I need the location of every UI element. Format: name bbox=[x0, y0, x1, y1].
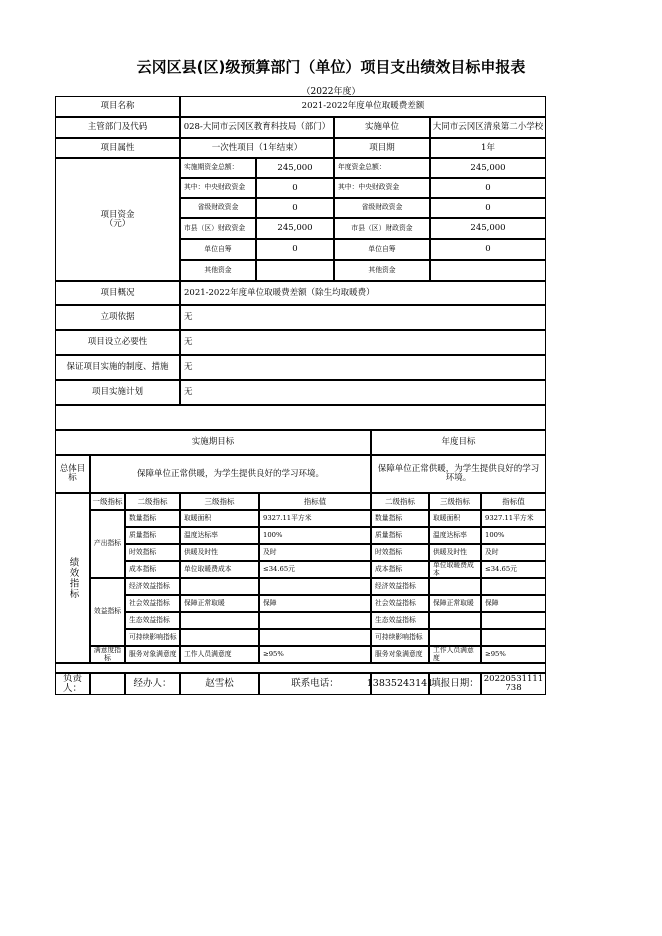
funds-unit: （元） bbox=[104, 218, 131, 229]
indicator-cell-l2: 质量指标 bbox=[125, 527, 180, 544]
indicator-cell-yl3: 取暖面积 bbox=[429, 510, 481, 527]
indicator-cell-val bbox=[259, 578, 371, 595]
satisfaction-indicator-label: 满意度指标 bbox=[90, 646, 125, 663]
indicator-cell-l2: 可持续影响指标 bbox=[125, 629, 180, 646]
funds-year-city-label: 市县（区）财政资金 bbox=[334, 218, 430, 239]
indicator-cell-yval: 9327.11平方米 bbox=[481, 510, 546, 527]
indicator-cell-yl2: 可持续影响指标 bbox=[371, 629, 429, 646]
funds-central-label: 其中：中央财政资金 bbox=[180, 178, 256, 198]
funds-year-central-value: 0 bbox=[430, 178, 546, 198]
indicator-cell-l2: 服务对象满意度 bbox=[125, 646, 180, 663]
project-name-label: 项目名称 bbox=[55, 96, 180, 117]
indicator-cell-l2: 成本指标 bbox=[125, 561, 180, 578]
funds-city-label: 市县（区）财政资金 bbox=[180, 218, 256, 239]
handler-value: 赵雪松 bbox=[180, 673, 259, 695]
indicator-cell-l3: 温度达标率 bbox=[180, 527, 259, 544]
funds-year-province-label: 省级财政资金 bbox=[334, 198, 430, 218]
indicator-cell-l3: 保障正常取暖 bbox=[180, 595, 259, 612]
funds-total-label: 实施期资金总额： bbox=[180, 158, 256, 178]
indicator-cell-yl3: 供暖及时性 bbox=[429, 544, 481, 561]
funds-year-other-value bbox=[430, 260, 546, 281]
indicator-cell-yl2: 成本指标 bbox=[371, 561, 429, 578]
funds-year-central-label: 其中：中央财政资金 bbox=[334, 178, 430, 198]
indicator-cell-l2: 数量指标 bbox=[125, 510, 180, 527]
overall-goal-year: 保障单位正常供暖，为学生提供良好的学习环境。 bbox=[371, 455, 546, 493]
indicator-cell-yl3: 保障正常取暖 bbox=[429, 595, 481, 612]
guarantee-value: 无 bbox=[180, 355, 546, 380]
indicator-cell-yval bbox=[481, 629, 546, 646]
header-val: 指标值 bbox=[259, 493, 371, 510]
date-label: 填报日期： bbox=[429, 673, 481, 695]
basis-label: 立项依据 bbox=[55, 305, 180, 330]
indicator-cell-yval: ≥95% bbox=[481, 646, 546, 663]
attr-value: 一次性项目（1年结束） bbox=[180, 138, 334, 158]
attr-label: 项目属性 bbox=[55, 138, 180, 158]
indicator-cell-val: 100% bbox=[259, 527, 371, 544]
phone-label: 联系电话： bbox=[259, 673, 371, 695]
indicator-cell-val: 保障 bbox=[259, 595, 371, 612]
indicator-cell-yval: 保障 bbox=[481, 595, 546, 612]
funds-year-city-value: 245,000 bbox=[430, 218, 546, 239]
indicator-cell-yl2: 社会效益指标 bbox=[371, 595, 429, 612]
indicator-cell-l2: 时效指标 bbox=[125, 544, 180, 561]
indicator-cell-yl2: 数量指标 bbox=[371, 510, 429, 527]
year-goal-label: 年度目标 bbox=[371, 430, 546, 455]
indicator-cell-yl3: 单位取暖费成本 bbox=[429, 561, 481, 578]
indicator-cell-yl2: 质量指标 bbox=[371, 527, 429, 544]
header-year-l2: 二级指标 bbox=[371, 493, 429, 510]
header-year-l3: 三级指标 bbox=[429, 493, 481, 510]
handler-label: 经办人： bbox=[125, 673, 180, 695]
date-value: 20220531111738 bbox=[481, 673, 546, 695]
overview-label: 项目概况 bbox=[55, 281, 180, 305]
indicator-cell-yval bbox=[481, 612, 546, 629]
funds-other-value bbox=[256, 260, 334, 281]
benefit-indicator-label: 效益指标 bbox=[90, 578, 125, 646]
indicator-cell-val: ≥95% bbox=[259, 646, 371, 663]
phone-value: 13835243141 bbox=[371, 673, 429, 695]
dept-value: 028-大同市云冈区教育科技局（部门） bbox=[180, 117, 334, 138]
impl-unit-label: 实施单位 bbox=[334, 117, 430, 138]
header-l3: 三级指标 bbox=[180, 493, 259, 510]
funds-label-cell bbox=[55, 158, 180, 281]
funds-central-value: 0 bbox=[256, 178, 334, 198]
impl-unit-value: 大同市云冈区清泉第二小学校 bbox=[430, 117, 546, 138]
guarantee-label: 保证项目实施的制度、措施 bbox=[55, 355, 180, 380]
indicator-cell-l3: 取暖面积 bbox=[180, 510, 259, 527]
owner-value bbox=[90, 673, 125, 695]
period-value: 1年 bbox=[430, 138, 546, 158]
plan-value: 无 bbox=[180, 380, 546, 405]
indicator-cell-yval: ≤34.65元 bbox=[481, 561, 546, 578]
indicator-cell-val: ≤34.65元 bbox=[259, 561, 371, 578]
indicator-cell-yl2: 经济效益指标 bbox=[371, 578, 429, 595]
header-l2: 二级指标 bbox=[125, 493, 180, 510]
indicator-cell-l3 bbox=[180, 612, 259, 629]
indicator-cell-l3 bbox=[180, 629, 259, 646]
form-title: 云冈区县(区)级预算部门（单位）项目支出绩效目标申报表 bbox=[136, 58, 526, 76]
blank-row-2 bbox=[55, 663, 546, 673]
indicator-cell-yl3 bbox=[429, 629, 481, 646]
funds-total-value: 245,000 bbox=[256, 158, 334, 178]
funds-year-total-label: 年度资金总额： bbox=[334, 158, 430, 178]
header-l1: 一级指标 bbox=[90, 493, 125, 510]
funds-province-label: 省级财政资金 bbox=[180, 198, 256, 218]
funds-other-label: 其他资金 bbox=[180, 260, 256, 281]
indicator-cell-val: 9327.11平方米 bbox=[259, 510, 371, 527]
perf-label-cell bbox=[55, 493, 90, 663]
funds-province-value: 0 bbox=[256, 198, 334, 218]
indicator-cell-val: 及时 bbox=[259, 544, 371, 561]
overall-goal-label: 总体目标 bbox=[55, 455, 90, 493]
funds-year-total-value: 245,000 bbox=[430, 158, 546, 178]
indicator-cell-val bbox=[259, 612, 371, 629]
indicator-cell-l2: 社会效益指标 bbox=[125, 595, 180, 612]
period-goal-label: 实施期目标 bbox=[55, 430, 371, 455]
funds-self-value: 0 bbox=[256, 239, 334, 260]
perf-label: 绩效指标 bbox=[67, 557, 79, 599]
indicator-cell-yval: 及时 bbox=[481, 544, 546, 561]
indicator-cell-l2: 经济效益指标 bbox=[125, 578, 180, 595]
funds-year-other-label: 其他资金 bbox=[334, 260, 430, 281]
owner-label: 负责人： bbox=[55, 673, 90, 695]
form-table bbox=[56, 97, 546, 696]
funds-year-province-value: 0 bbox=[430, 198, 546, 218]
indicator-cell-val bbox=[259, 629, 371, 646]
overall-goal-period: 保障单位正常供暖，为学生提供良好的学习环境。 bbox=[90, 455, 371, 493]
indicator-cell-l2: 生态效益指标 bbox=[125, 612, 180, 629]
project-name-value: 2021-2022年度单位取暖费差额 bbox=[180, 96, 546, 117]
header-year-val: 指标值 bbox=[481, 493, 546, 510]
indicator-cell-yl3 bbox=[429, 612, 481, 629]
overview-value: 2021-2022年度单位取暖费差额（除生均取暖费） bbox=[180, 281, 546, 305]
output-indicator-label: 产出指标 bbox=[90, 510, 125, 578]
indicator-cell-l3: 单位取暖费成本 bbox=[180, 561, 259, 578]
blank-row bbox=[55, 405, 546, 430]
indicator-cell-yl2: 生态效益指标 bbox=[371, 612, 429, 629]
period-label: 项目期 bbox=[334, 138, 430, 158]
indicator-cell-l3: 供暖及时性 bbox=[180, 544, 259, 561]
necessity-value: 无 bbox=[180, 330, 546, 355]
indicator-cell-yl2: 时效指标 bbox=[371, 544, 429, 561]
plan-label: 项目实施计划 bbox=[55, 380, 180, 405]
funds-label: 项目资金 bbox=[100, 209, 135, 220]
indicator-cell-yval bbox=[481, 578, 546, 595]
necessity-label: 项目设立必要性 bbox=[55, 330, 180, 355]
funds-year-self-value: 0 bbox=[430, 239, 546, 260]
indicator-cell-yl2: 服务对象满意度 bbox=[371, 646, 429, 663]
indicator-cell-yl3 bbox=[429, 578, 481, 595]
indicator-cell-yl3: 温度达标率 bbox=[429, 527, 481, 544]
indicator-cell-l3 bbox=[180, 578, 259, 595]
dept-label: 主管部门及代码 bbox=[55, 117, 180, 138]
funds-year-self-label: 单位自筹 bbox=[334, 239, 430, 260]
indicator-cell-yl3: 工作人员满意度 bbox=[429, 646, 481, 663]
funds-self-label: 单位自筹 bbox=[180, 239, 256, 260]
indicator-cell-l3: 工作人员满意度 bbox=[180, 646, 259, 663]
form-year: （2022年度） bbox=[301, 87, 361, 97]
funds-city-value: 245,000 bbox=[256, 218, 334, 239]
basis-value: 无 bbox=[180, 305, 546, 330]
indicator-cell-yval: 100% bbox=[481, 527, 546, 544]
